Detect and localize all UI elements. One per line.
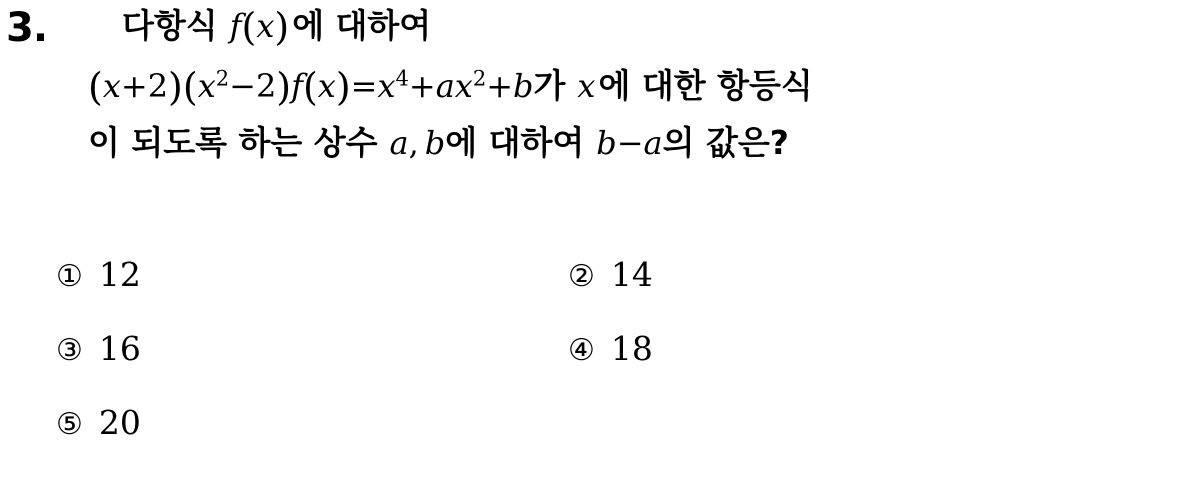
stem-line-2-math-left: $(x+2)(x^2-2)f(x)$ [88, 65, 351, 109]
choice-value: 14 [610, 255, 653, 294]
choice-row [56, 329, 1126, 406]
stem-line-3 [88, 123, 1158, 162]
choice-row [56, 255, 1126, 332]
choice-option-5[interactable] [56, 403, 141, 442]
choice-marker-icon: ③ [56, 333, 83, 368]
choice-option-1[interactable] [56, 255, 141, 294]
answer-choices [56, 255, 1126, 480]
problem-stem [88, 5, 1158, 162]
choice-row [56, 403, 1126, 480]
choice-marker-icon: ① [56, 259, 83, 294]
stem-line-2-equals: = [350, 67, 378, 105]
stem-line-3-korean-3: 의 값은? [662, 123, 789, 162]
stem-line-1-korean-before: 다항식 [122, 6, 218, 45]
choice-option-4[interactable] [568, 329, 653, 368]
stem-line-1-korean-after: 에 대하여 [292, 6, 432, 45]
choice-value: 12 [98, 255, 141, 294]
stem-line-3-comma: , [408, 124, 419, 162]
choice-option-3[interactable] [56, 329, 141, 368]
problem-number: 3. [6, 5, 48, 51]
stem-line-1 [122, 5, 1158, 49]
stem-line-2-korean-1: 가 [533, 66, 566, 105]
stem-line-3-math-b: b [424, 124, 446, 162]
stem-line-3-korean-1: 이 되도록 하는 상수 [88, 123, 378, 162]
choice-option-2[interactable] [568, 255, 653, 294]
stem-line-3-math-a: a [389, 124, 409, 162]
choice-value: 18 [610, 329, 653, 368]
choice-value: 16 [98, 329, 141, 368]
stem-line-3-math-expr: b−a [596, 124, 663, 162]
stem-line-2-korean-2: 에 대한 항등식 [598, 66, 813, 105]
stem-line-1-math: f(x) [229, 5, 290, 49]
choice-marker-icon: ⑤ [56, 407, 83, 442]
stem-line-2-math-right: $x^4+ax^2+b$ [377, 66, 534, 105]
choice-marker-icon: ④ [568, 333, 595, 368]
stem-line-2 [88, 65, 1158, 109]
stem-line-2-math-var: x [577, 67, 596, 105]
choice-value: 20 [98, 403, 141, 442]
stem-line-3-korean-2: 에 대하여 [445, 123, 585, 162]
choice-marker-icon: ② [568, 259, 595, 294]
